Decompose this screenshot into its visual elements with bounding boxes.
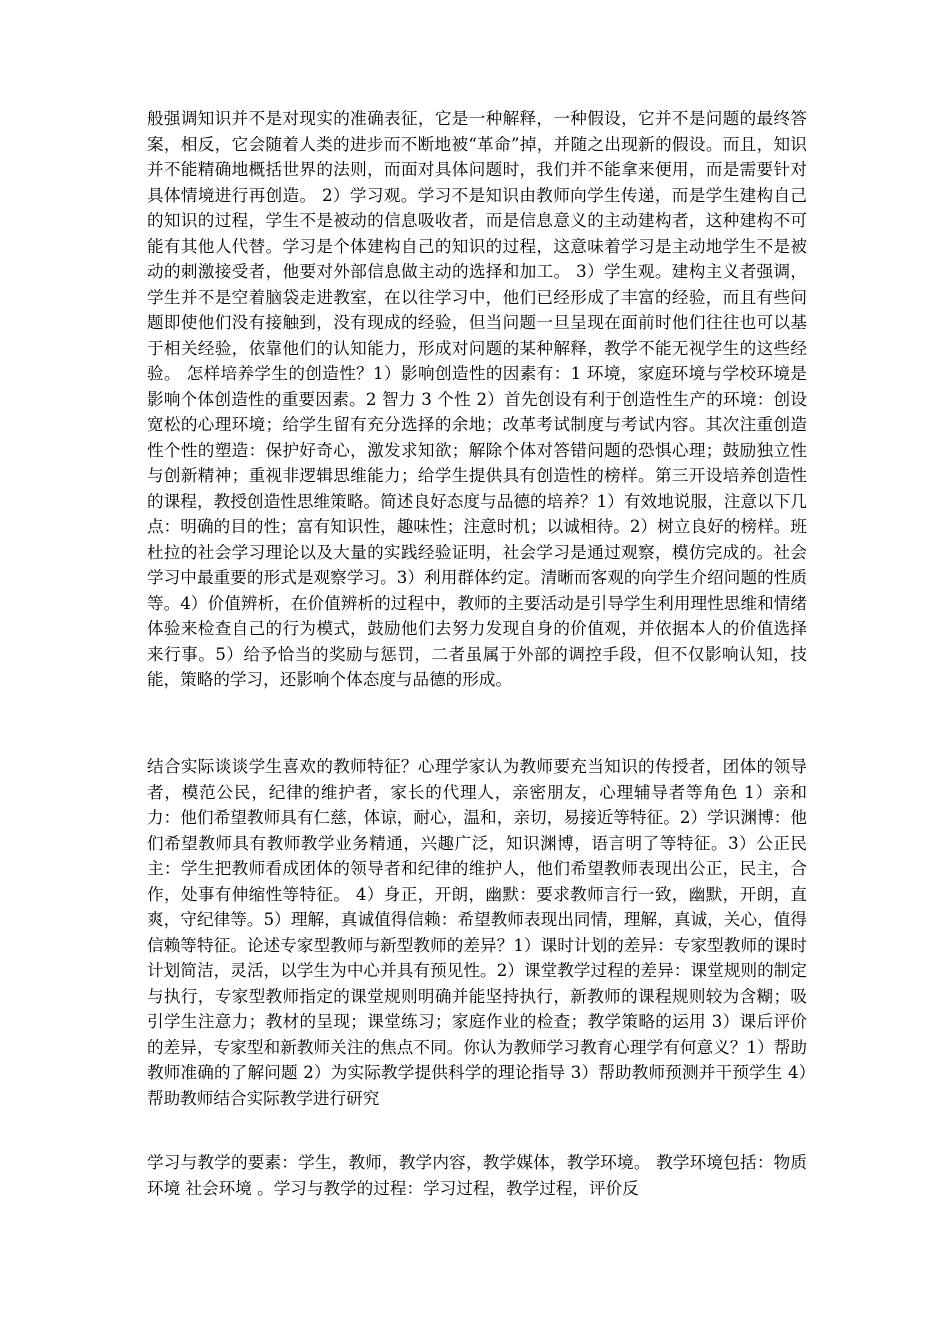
paragraph-constructivism-and-creativity: 般强调知识并不是对现实的准确表征，它是一种解释，一种假设，它并不是问题的最终答案，相反，它会随着人类的进步而不断地被“革命”掉，并随之出现新的假设。而且，知识并不能精确地概括世界的法则，而面对具体问题时，我们并不能拿来便用，而是需要针对具体情境进行再创造。 2）学习观。学习不是知识由教师向学生传递，而是学生建构自己的知识的过程，学生不是被动的信息吸收者，而是信息意义的主动建构者，这种建构不可能有其他人代替。学习是个体建构自己的知识的过程，这意味着学习是主动地学生不是被动的刺激接受者，他要对外部信息做主动的选择和加工。 3）学生观。建构主义者强调，学生并不是空着脑袋走进教室，在以往学习中，他们已经形成了丰富的经验，而且有些问题即使他们没有接触到，没有现成的经验，但当问题一旦呈现在面前时他们往往也可以基于相关经验，依靠他们的认知能力，形成对问题的某种解释，教学不能无视学生的这些经验。 怎样培养学生的创造性？1）影响创造性的因素有：1 环境，家庭环境与学校环境是影响个体创造性的重要因素。2 智力 3 个性 2）首先创设有利于创造性生产的环境：创设宽松的心理环境；给学生留有充分选择的余地；改革考试制度与考试内容。其次注重创造性个性的塑造：保护好奇心，激发求知欲；解除个体对答错问题的恐惧心理；鼓励独立性与创新精神；重视非逻辑思维能力；给学生提供具有创造性的榜样。第三开设培养创造性的课程，教授创造性思维策略。简述良好态度与品德的培养？1）有效地说服，注意以下几点：明确的目的性；富有知识性，趣味性；注意时机；以诚相待。2）树立良好的榜样。班杜拉的社会学习理论以及大量的实践经验证明，社会学习是通过观察，模仿完成的。社会学习中最重要的形式是观察学习。3）利用群体约定。清晰而客观的向学生介绍问题的性质等。4）价值辨析，在价值辨析的过程中，教师的主要活动是引导学生利用理性思维和情绪体验来检查自己的行为模式，鼓励他们去努力发现自身的价值观，并依据本人的价值选择来行事。5）给予恰当的奖励与惩罚，二者虽属于外部的调控手段，但不仅影响认知，技能，策略的学习，还影响个体态度与品德的形成。: [147, 109, 807, 689]
paragraph-learning-teaching-elements: 学习与教学的要素：学生，教师，教学内容，教学媒体，教学环境。 教学环境包括：物质环境 社会环境 。学习与教学的过程：学习过程，教学过程，评价反: [147, 1153, 807, 1198]
paragraph-teacher-characteristics: 结合实际谈谈学生喜欢的教师特征？心理学家认为教师要充当知识的传授者，团体的领导者，模范公民，纪律的维护者，家长的代理人，亲密朋友，心理辅导者等角色 1）亲和力：他们希望教师具有仁慈，体谅，耐心，温和，亲切，易接近等特征。2）学识渊博：他们希望教师具有教师教学业务精通，兴趣广泛，知识渊博，语言明了等特征。3）公正民主：学生把教师看成团体的领导者和纪律的维护人，他们希望教师表现出公正，民主，合作，处事有伸缩性等特征。 4）身正，开朗，幽默：要求教师言行一致，幽默，开朗，直爽，守纪律等。5）理解，真诚值得信赖：希望教师表现出同情，理解，真诚，关心，值得信赖等特征。论述专家型教师与新型教师的差异？1）课时计划的差异：专家型教师的课时计划简洁，灵活，以学生为中心并具有预见性。2）课堂教学过程的差异：课堂规则的制定与执行，专家型教师指定的课堂规则明确并能坚持执行，新教师的课程规则较为含糊；吸引学生注意力；教材的呈现；课堂练习；家庭作业的检查；教学策略的运用 3）课后评价的差异，专家型和新教师关注的焦点不同。你认为教师学习教育心理学有何意义？1）帮助教师准确的了解问题 2）为实际教学提供科学的理论指导 3）帮助教师预测并干预学生 4）帮助教师结合实际教学进行研究: [147, 757, 807, 1108]
